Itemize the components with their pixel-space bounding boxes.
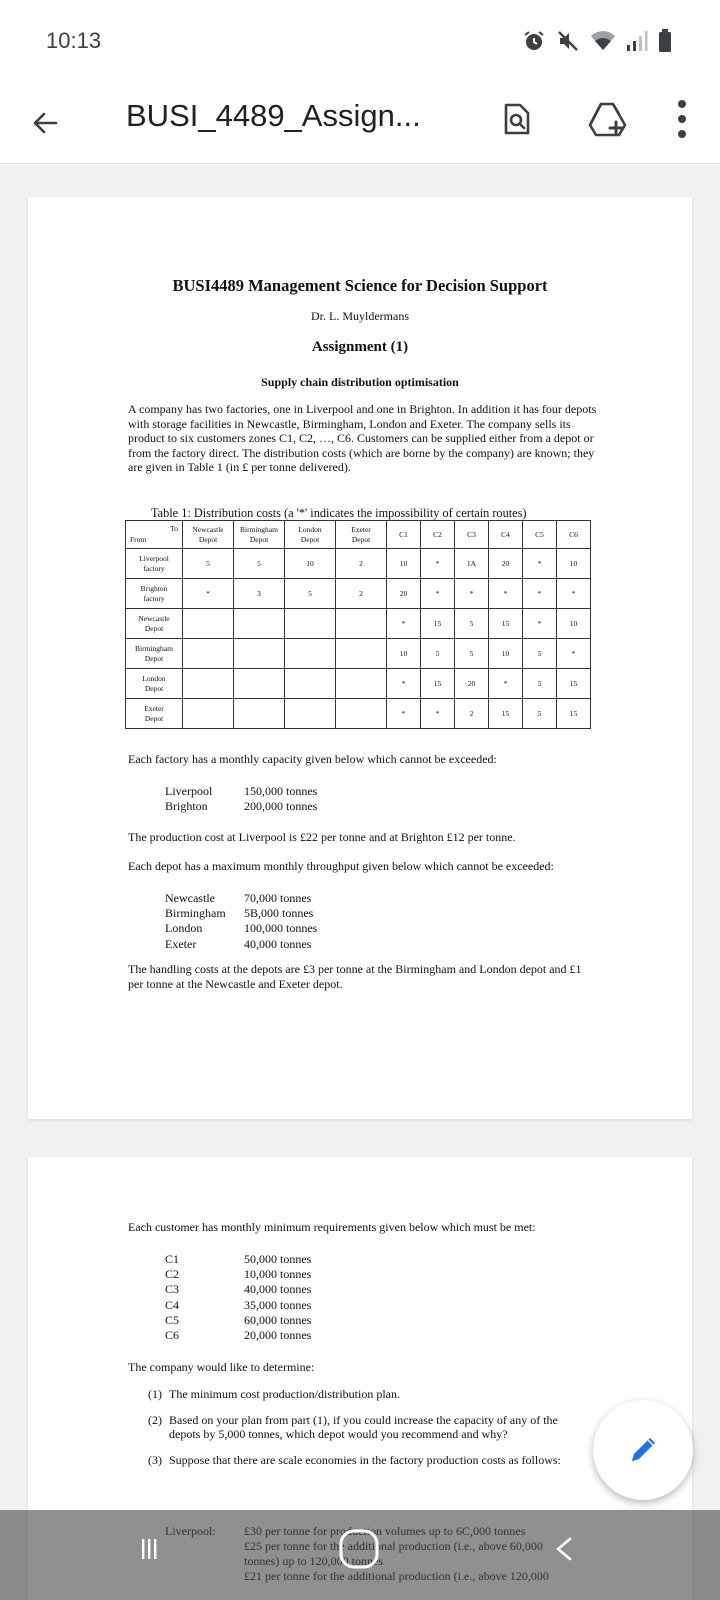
factory-name: Brighton (165, 799, 208, 814)
determine-intro: The company would like to determine: (128, 1360, 315, 1374)
customer-name: C4 (165, 1297, 180, 1312)
table-cell: * (523, 549, 557, 579)
row-header-sub: Depot (144, 683, 164, 693)
column-header-name: Exeter (351, 524, 371, 534)
table-cell (285, 699, 336, 729)
table-cell: * (421, 579, 455, 609)
question-list (148, 1387, 592, 1478)
factory-capacity: 200,000 tonnes (244, 799, 318, 814)
row-header-name: Brighton (140, 583, 168, 593)
depot-throughput: 5B,000 tonnes (244, 906, 314, 921)
table-cell: 20 (387, 579, 421, 609)
edit-fab-button[interactable] (593, 1400, 693, 1500)
list-item (165, 921, 317, 936)
table-cell: 10 (387, 549, 421, 579)
assignment-heading: Assignment (1) (311, 339, 409, 355)
corner-to-label: To (170, 524, 178, 533)
table-cell: 2 (455, 699, 489, 729)
table-cell (285, 669, 336, 699)
row-header-name: Birmingham (135, 643, 173, 653)
row-header-name: Liverpool (139, 553, 169, 563)
row-header (126, 699, 183, 729)
customer-name: C5 (165, 1312, 180, 1327)
table-corner-header (126, 521, 183, 549)
customer-name: C6 (165, 1328, 180, 1343)
column-header: C1 (387, 521, 421, 549)
customer-requirement: 40,000 tonnes (244, 1282, 312, 1297)
depot-name: London (165, 921, 203, 936)
table-cell: * (387, 609, 421, 639)
table-row (126, 579, 591, 609)
question-text: Suppose that there are scale economies in the factory production costs as follows: (169, 1452, 561, 1467)
customer-requirement: 10,000 tonnes (244, 1267, 312, 1282)
question-text: Based on your plan from part (1), if you could increase the capacity of any of the depots by 5,000 tonnes, which depot would you recommend and why? (169, 1412, 558, 1442)
depot-throughput: 40,000 tonnes (244, 936, 312, 951)
table-cell: 1A (455, 549, 489, 579)
table-caption: Table 1: Distribution costs (a '*' indicates the impossibility of certain routes) (151, 506, 527, 520)
more-options-icon[interactable] (674, 98, 690, 140)
column-header-sub: Depot (351, 534, 371, 544)
list-item (165, 1252, 311, 1267)
table-cell (183, 699, 234, 729)
document-title: BUSI_4489_Assign... (126, 98, 421, 133)
table-cell: * (489, 669, 523, 699)
table-cell: 5 (285, 579, 336, 609)
back-arrow-icon[interactable] (28, 106, 62, 140)
table-cell: 15 (489, 609, 523, 639)
table-cell: * (557, 579, 591, 609)
question-item (148, 1453, 592, 1468)
document-page-1 (28, 197, 692, 1119)
battery-icon (658, 29, 672, 53)
table-cell: * (421, 549, 455, 579)
table-cell (285, 609, 336, 639)
home-icon[interactable] (338, 1528, 380, 1570)
column-header-sub: Depot (198, 534, 218, 544)
find-in-document-icon[interactable] (500, 102, 534, 136)
table-cell (336, 639, 387, 669)
row-header-sub: Depot (144, 713, 164, 723)
table-header-row (126, 521, 591, 549)
table-row (126, 549, 591, 579)
production-cost: The production cost at Liverpool is £22 per tonne and at Brighton £12 per tonne. (128, 830, 516, 844)
list-item (165, 1267, 311, 1282)
wifi-icon (590, 30, 616, 52)
table-cell: * (387, 699, 421, 729)
row-header-name: Exeter (144, 703, 164, 713)
question-text: The minimum cost production/distribution plan. (169, 1387, 400, 1401)
table-cell: 5 (455, 639, 489, 669)
customer-requirement: 20,000 tonnes (244, 1328, 312, 1343)
table-cell: 15 (489, 699, 523, 729)
column-header (234, 521, 285, 549)
list-item (165, 906, 317, 921)
table-cell: 10 (557, 549, 591, 579)
table-row (126, 609, 591, 639)
question-number: (1) (148, 1387, 162, 1401)
table-cell: 20 (455, 669, 489, 699)
table-cell (336, 669, 387, 699)
row-header-sub: factory (143, 563, 165, 573)
table-cell (183, 669, 234, 699)
table-cell: * (489, 579, 523, 609)
handling-costs: The handling costs at the depots are £3 per tonne at the Birmingham and London depot and £1 per tonne at the Newcastle and Exeter depot. (128, 962, 582, 991)
row-header-name: Newcastle (138, 613, 170, 623)
list-item (165, 799, 317, 814)
assignment-subtitle: Supply chain distribution optimisation (261, 375, 459, 389)
column-header-name: Newcastle (192, 524, 224, 534)
column-header-name: London (298, 524, 322, 534)
table-cell (336, 609, 387, 639)
system-back-icon[interactable] (553, 1537, 573, 1561)
depot-name: Birmingham (165, 906, 226, 921)
list-item (165, 1282, 311, 1297)
table-cell (234, 699, 285, 729)
column-header (285, 521, 336, 549)
column-header: C4 (489, 521, 523, 549)
intro-paragraph: A company has two factories, one in Liverpool and one in Brighton. In addition it has four depots with storage facilities in Newcastle, Birmingham, London and Exeter. The company sells its product to six customers zones C1, C2, …, C6. Customers can be supplied either from a depot or from the factory direct. The distribution costs (which are borne by the company) are known; they are given in Table 1 (in £ per tonne delivered). (128, 402, 597, 475)
table-row (126, 669, 591, 699)
column-header: C6 (557, 521, 591, 549)
list-item (165, 937, 317, 952)
customer-name: C1 (165, 1252, 180, 1266)
row-header-sub: factory (143, 593, 165, 603)
table-cell (183, 639, 234, 669)
table-cell: 10 (387, 639, 421, 669)
column-header-name: Birmingham (240, 524, 278, 534)
depot-intro: Each depot has a maximum monthly throughput given below which cannot be exceeded: (128, 859, 554, 873)
table-cell: 10 (285, 549, 336, 579)
table-cell: 5 (523, 669, 557, 699)
mute-icon (556, 29, 580, 53)
table-cell: * (421, 699, 455, 729)
customer-name: C3 (165, 1282, 180, 1297)
table-cell: 5 (523, 639, 557, 669)
table-cell: 15 (421, 669, 455, 699)
corner-from-label: From (130, 535, 147, 544)
table-row (126, 699, 591, 729)
table-cell: * (523, 579, 557, 609)
status-icons (522, 28, 672, 54)
table-cell: * (523, 609, 557, 639)
table-cell: 15 (421, 609, 455, 639)
column-header-sub: Depot (249, 534, 269, 544)
table-cell: 5 (455, 609, 489, 639)
row-header-name: London (142, 673, 166, 683)
table-cell: 20 (489, 549, 523, 579)
row-header (126, 579, 183, 609)
depot-name: Newcastle (165, 891, 215, 905)
column-header: C2 (421, 521, 455, 549)
table-cell: 15 (557, 699, 591, 729)
row-header (126, 639, 183, 669)
table-cell: 5 (421, 639, 455, 669)
list-item (165, 784, 317, 799)
table-cell: * (183, 579, 234, 609)
question-item (148, 1413, 592, 1442)
row-header-sub: Depot (144, 623, 164, 633)
table-cell: 10 (489, 639, 523, 669)
table-cell (234, 609, 285, 639)
depot-name: Exeter (165, 936, 197, 951)
capacity-intro: Each factory has a monthly capacity given below which cannot be exceeded: (128, 752, 497, 766)
table-cell: 10 (557, 609, 591, 639)
table-cell: 5 (523, 699, 557, 729)
distribution-cost-table (125, 520, 591, 729)
status-time: 10:13 (46, 28, 102, 53)
table-body (126, 549, 591, 729)
customer-intro: Each customer has monthly minimum requirements given below which must be met: (128, 1220, 536, 1234)
row-header-sub: Depot (144, 653, 164, 663)
factory-capacity-list (165, 784, 317, 814)
table-cell: 3 (234, 579, 285, 609)
customer-name: C2 (165, 1267, 180, 1282)
column-header: C3 (455, 521, 489, 549)
pencil-icon (624, 1431, 662, 1469)
status-bar (0, 0, 720, 80)
question-number: (3) (148, 1452, 162, 1467)
table-cell: * (455, 579, 489, 609)
table-cell: 5 (183, 549, 234, 579)
column-header (336, 521, 387, 549)
add-to-drive-icon[interactable] (588, 100, 628, 138)
table-cell (285, 639, 336, 669)
table-row (126, 639, 591, 669)
table-cell: 5 (234, 549, 285, 579)
table-cell (336, 699, 387, 729)
table-cell: 2 (336, 579, 387, 609)
question-number: (2) (148, 1412, 162, 1427)
row-header (126, 549, 183, 579)
list-item (165, 1298, 311, 1313)
row-header (126, 609, 183, 639)
list-item (165, 1328, 311, 1343)
course-title: BUSI4489 Management Science for Decision Support (172, 276, 548, 295)
depot-throughput: 100,000 tonnes (244, 921, 318, 936)
signal-icon (626, 30, 648, 52)
alarm-icon (522, 29, 546, 53)
table-cell (234, 639, 285, 669)
list-item (165, 1313, 311, 1328)
table-cell (183, 609, 234, 639)
app-bar (0, 80, 720, 164)
factory-name: Liverpool (165, 784, 213, 798)
list-item (165, 891, 317, 906)
depot-throughput: 70,000 tonnes (244, 891, 312, 905)
question-item (148, 1387, 592, 1402)
row-header (126, 669, 183, 699)
customer-requirements-list (165, 1252, 311, 1343)
customer-requirement: 50,000 tonnes (244, 1252, 312, 1266)
factory-capacity: 150,000 tonnes (244, 784, 318, 798)
column-header-sub: Depot (300, 534, 320, 544)
recent-apps-icon[interactable] (141, 1538, 157, 1560)
column-header (183, 521, 234, 549)
table-cell: 2 (336, 549, 387, 579)
column-header: C5 (523, 521, 557, 549)
table-cell: * (387, 669, 421, 699)
depot-throughput-list (165, 891, 317, 952)
document-viewer[interactable] (0, 165, 720, 1600)
table-cell: * (557, 639, 591, 669)
author: Dr. L. Muyldermans (311, 309, 409, 323)
table-cell (234, 669, 285, 699)
customer-requirement: 35,000 tonnes (244, 1297, 312, 1312)
table-cell: 15 (557, 669, 591, 699)
customer-requirement: 60,000 tonnes (244, 1312, 312, 1327)
